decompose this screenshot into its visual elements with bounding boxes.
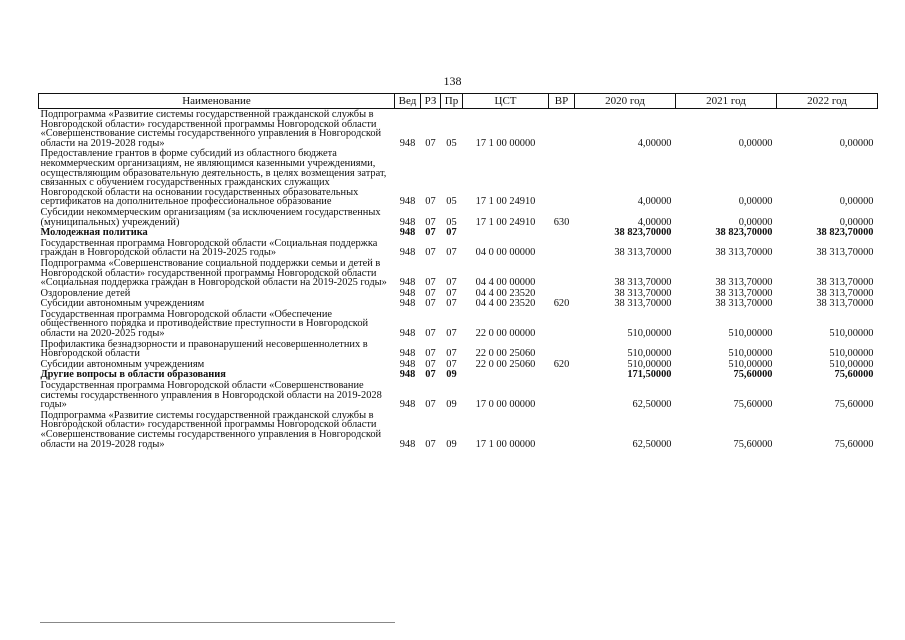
cell-pr: 05 [446,216,457,228]
cell-2020: 38 313,70000 [614,247,672,259]
cell-ved: 948 [399,358,416,370]
cell-2021: 38 313,70000 [715,287,773,299]
cell-ved: 948 [399,399,416,411]
cell-cst: 17 0 00 00000 [475,399,536,411]
table-row [39,359,878,370]
cell-pr: 09 [446,369,457,381]
cell-2020: 38 313,70000 [614,277,672,289]
cell-vr [549,258,575,288]
cell-2020: 62,50000 [632,399,672,411]
cell-cst: 17 1 00 24910 [475,196,536,208]
cell-vr [549,369,575,380]
cell-2022: 38 313,70000 [816,287,874,299]
cell-rz: 07 [425,277,436,289]
cell-rz: 07 [425,287,436,299]
header-pr: Пр [441,94,463,109]
cell-name: Подпрограмма «Совершенствование социальной поддержки семьи и детей в Новгородской области» государственной программы Новгородской области «Социальная поддержка граждан в Новгородской области на 2019-2025 годы» [40,257,387,289]
cell-2020: 4,00000 [637,216,672,228]
footer-divider [40,622,395,623]
cell-ved: 948 [399,227,416,239]
cell-ved: 948 [399,287,416,299]
cell-2020: 4,00000 [637,137,672,149]
cell-2021: 75,60000 [733,399,773,411]
cell-vr [549,410,575,449]
cell-2022: 0,00000 [839,216,874,228]
cell-ved: 948 [399,247,416,259]
budget-table [38,93,878,449]
cell-pr: 05 [446,137,457,149]
header-vr: ВР [549,94,575,109]
cell-2022: 75,60000 [834,438,874,450]
cell-cst: 04 4 00 23520 [475,287,536,299]
cell-pr: 07 [446,358,457,370]
cell-2022: 38 313,70000 [816,298,874,310]
cell-vr [549,238,575,258]
cell-2021: 38 313,70000 [715,298,773,310]
cell-cst: 17 1 00 00000 [475,438,536,450]
cell-vr [549,339,575,359]
cell-2021: 75,60000 [733,438,773,450]
table-row [39,380,878,410]
cell-2022: 75,60000 [834,399,874,411]
cell-2022: 510,00000 [829,348,874,360]
cell-cst: 04 0 00 00000 [475,247,536,259]
cell-ved: 948 [399,277,416,289]
cell-ved: 948 [399,328,416,340]
cell-cst [463,227,549,238]
page-number: 138 [443,74,462,88]
table-header [39,94,878,109]
cell-rz: 07 [425,227,436,239]
cell-2022: 38 313,70000 [816,247,874,259]
cell-name: Профилактика безнадзорности и правонарушений несовершеннолетних в Новгородской области [40,338,368,360]
cell-rz: 07 [425,358,436,370]
cell-2021: 510,00000 [728,348,773,360]
table-body [39,109,878,450]
table-row [39,309,878,339]
cell-2021: 38 313,70000 [715,277,773,289]
cell-cst: 17 1 00 00000 [475,137,536,149]
table-row [39,238,878,258]
cell-ved: 948 [399,196,416,208]
cell-name: Государственная программа Новгородской области «Социальная поддержка граждан в Новгородской области на 2019-2025 годы» [40,237,378,259]
cell-2022: 510,00000 [829,328,874,340]
cell-rz: 07 [425,328,436,340]
cell-2020: 4,00000 [637,196,672,208]
cell-rz: 07 [425,369,436,381]
cell-2020: 510,00000 [627,358,672,370]
cell-2020: 38 823,70000 [614,227,672,239]
table-row [39,410,878,449]
cell-name: Субсидии автономным учреждениям [40,358,205,370]
cell-pr: 09 [446,399,457,411]
cell-2020: 171,50000 [627,369,672,381]
table-row [39,227,878,238]
cell-rz: 07 [425,348,436,360]
cell-ved: 948 [399,298,416,310]
cell-vr: 630 [553,216,570,228]
cell-rz: 07 [425,216,436,228]
cell-2021: 0,00000 [738,137,773,149]
cell-pr: 07 [446,287,457,299]
cell-pr: 07 [446,298,457,310]
header-2020: 2020 год [575,94,676,109]
table-row [39,258,878,288]
cell-ved: 948 [399,348,416,360]
cell-cst: 22 0 00 25060 [475,348,536,360]
header-2022: 2022 год [777,94,878,109]
cell-vr: 620 [553,298,570,310]
cell-rz: 07 [425,247,436,259]
cell-ved: 948 [399,438,416,450]
cell-name: Государственная программа Новгородской области «Обеспечение общественного порядка и противодействие преступности в Новгородской области на 2020-2025 годы» [40,308,369,340]
table-row [39,207,878,227]
cell-2021: 510,00000 [728,358,773,370]
header-2021: 2021 год [676,94,777,109]
cell-2020: 38 313,70000 [614,298,672,310]
cell-pr: 07 [446,277,457,289]
cell-2022: 75,60000 [834,369,874,381]
cell-name: Подпрограмма «Развитие системы государственной гражданской службы в Новгородской области» государственной программы Новгородской области «Совершенствование системы государственного управления в Новгородской области на 2019-2028 годы» [40,409,382,450]
cell-pr: 05 [446,196,457,208]
cell-pr: 07 [446,247,457,259]
cell-pr: 09 [446,438,457,450]
cell-rz: 07 [425,137,436,149]
cell-name: Предоставление грантов в форме субсидий из областного бюджета некоммерческим организациям, не являющимся казенными учреждениями, осуществляющим образовательную деятельность, в целях возмещения затрат, связанных с обучением государственных гражданских служащих Новгородской области на основании государственных образовательных сертификатов на дополнительное профессиональное образование [40,148,387,208]
table-row [39,148,878,207]
cell-vr [549,227,575,238]
table-row [39,369,878,380]
header-name: Наименование [39,94,395,109]
header-row [39,94,878,109]
cell-rz: 07 [425,298,436,310]
cell-2020: 38 313,70000 [614,287,672,299]
cell-2022: 0,00000 [839,196,874,208]
cell-ved: 948 [399,216,416,228]
table-row [39,298,878,309]
cell-cst: 22 0 00 25060 [475,358,536,370]
cell-name: Подпрограмма «Развитие системы государственной гражданской службы в Новгородской области» государственной программы Новгородской области «Совершенствование системы государственного управления в Новгородской области на 2019-2028 годы» [40,109,382,149]
cell-2021: 38 313,70000 [715,247,773,259]
cell-cst: 04 4 00 23520 [475,298,536,310]
table-row [39,288,878,299]
cell-2020: 510,00000 [627,348,672,360]
cell-2021: 0,00000 [738,196,773,208]
cell-2021: 75,60000 [733,369,773,381]
cell-name: Другие вопросы в области образования [40,369,226,381]
cell-2020: 62,50000 [632,438,672,450]
cell-name: Молодежная политика [40,227,148,239]
cell-2020: 510,00000 [627,328,672,340]
cell-2021: 38 823,70000 [715,227,773,239]
cell-2022: 38 313,70000 [816,277,874,289]
cell-vr: 620 [553,358,570,370]
cell-vr [549,109,575,149]
cell-vr [549,380,575,410]
cell-pr: 07 [446,348,457,360]
cell-name: Субсидии некоммерческим организациям (за исключением государственных (муниципальных) учреждений) [40,206,381,228]
cell-pr: 07 [446,227,457,239]
header-cst: ЦСТ [463,94,549,109]
cell-vr [549,309,575,339]
cell-name: Субсидии автономным учреждениям [40,298,205,310]
cell-2021: 0,00000 [738,216,773,228]
cell-vr [549,148,575,207]
header-rz: РЗ [421,94,441,109]
table-row [39,339,878,359]
cell-2022: 510,00000 [829,358,874,370]
cell-cst: 04 4 00 00000 [475,277,536,289]
cell-vr [549,288,575,299]
cell-rz: 07 [425,196,436,208]
cell-2022: 0,00000 [839,137,874,149]
cell-name: Оздоровление детей [40,287,131,299]
cell-2021: 510,00000 [728,328,773,340]
header-ved: Вед [395,94,421,109]
cell-pr: 07 [446,328,457,340]
cell-cst [463,369,549,380]
cell-cst: 22 0 00 00000 [475,328,536,340]
cell-ved: 948 [399,137,416,149]
cell-name: Государственная программа Новгородской области «Совершенствование системы государственного управления в Новгородской области на 2019-2028 годы» [40,380,382,411]
cell-rz: 07 [425,438,436,450]
cell-cst: 17 1 00 24910 [475,216,536,228]
cell-rz: 07 [425,399,436,411]
cell-ved: 948 [399,369,416,381]
table-row [39,109,878,149]
cell-2022: 38 823,70000 [816,227,874,239]
